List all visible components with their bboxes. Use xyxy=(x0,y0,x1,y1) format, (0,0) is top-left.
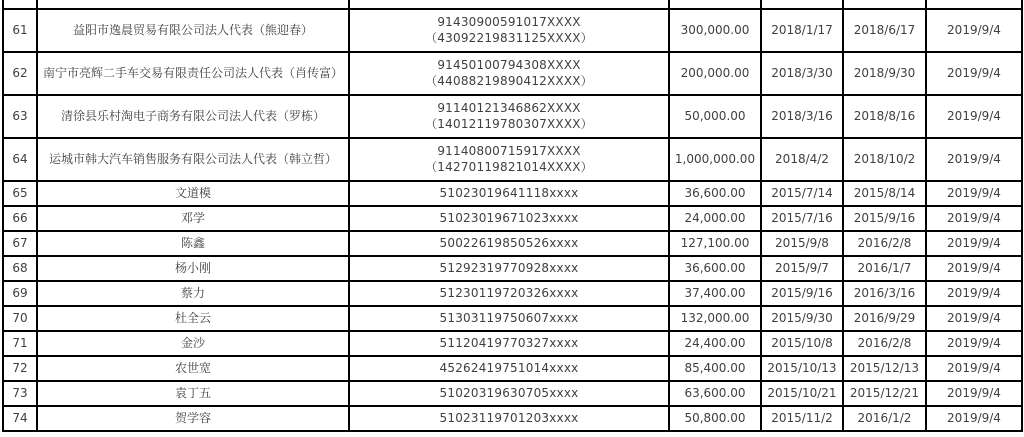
id-line-1: 45262419751014xxxx xyxy=(439,360,579,375)
cell-date-start: 2018/3/30 xyxy=(761,52,843,95)
cell-row-number: 61 xyxy=(3,9,37,52)
cell-date-due: 2018/8/16 xyxy=(843,95,926,138)
cell-debtor-name: 袁丁五 xyxy=(37,381,349,406)
id-line-1: 51023019641118xxxx xyxy=(439,185,579,200)
cell-date-due: 2015/12/13 xyxy=(843,356,926,381)
cell-debtor-name: 蔡力 xyxy=(37,281,349,306)
cell-debtor-name: 农世宽 xyxy=(37,356,349,381)
cell-debtor-name: 金沙 xyxy=(37,331,349,356)
cell-date-start: 2018/3/16 xyxy=(761,95,843,138)
cell-id-number xyxy=(349,9,669,52)
table-row xyxy=(3,95,1022,138)
table-row xyxy=(3,256,1022,281)
cell-date-announce: 2019/9/4 xyxy=(926,306,1022,331)
table-row xyxy=(3,406,1022,431)
cell-date-due: 2016/1/7 xyxy=(843,256,926,281)
cell-id-number xyxy=(349,52,669,95)
cell-amount: 85,400.00 xyxy=(669,356,761,381)
cell-date-due: 2018/10/2 xyxy=(843,138,926,181)
id-line-2: （14270119821014XXXX） xyxy=(425,159,593,174)
cell-date-start: 2015/10/8 xyxy=(761,331,843,356)
cell-date-announce: 2019/9/4 xyxy=(926,206,1022,231)
table-row xyxy=(3,381,1022,406)
cell-date-due: 2016/1/2 xyxy=(843,406,926,431)
cell-date-announce: 2019/9/4 xyxy=(926,281,1022,306)
debtor-table xyxy=(2,0,1023,432)
cell-date-due: 2015/8/14 xyxy=(843,181,926,206)
cell-date-start: 2015/7/14 xyxy=(761,181,843,206)
cell-id-number xyxy=(349,181,669,206)
id-line-1: 50022619850526xxxx xyxy=(439,235,579,250)
cell-debtor-name: 杜全云 xyxy=(37,306,349,331)
cell-date-due: 2016/2/8 xyxy=(843,331,926,356)
cell-date-start: 2015/10/21 xyxy=(761,381,843,406)
id-line-2: （43092219831125XXXX） xyxy=(425,30,593,45)
cell-date-due: 2015/9/16 xyxy=(843,206,926,231)
partial-cell xyxy=(761,0,843,9)
cell-amount: 127,100.00 xyxy=(669,231,761,256)
cell-date-announce: 2019/9/4 xyxy=(926,256,1022,281)
partial-cell xyxy=(926,0,1022,9)
cell-debtor-name: 清徐县乐村淘电子商务有限公司法人代表（罗栋） xyxy=(37,95,349,138)
cell-date-due: 2016/2/8 xyxy=(843,231,926,256)
id-line-1: 91450100794308XXXX xyxy=(437,57,581,72)
cell-amount: 37,400.00 xyxy=(669,281,761,306)
cell-amount: 50,000.00 xyxy=(669,95,761,138)
cell-row-number: 64 xyxy=(3,138,37,181)
partial-cell xyxy=(37,0,349,9)
table-row xyxy=(3,281,1022,306)
cell-date-announce: 2019/9/4 xyxy=(926,95,1022,138)
table-row xyxy=(3,138,1022,181)
table-row-partial xyxy=(3,0,1022,9)
cell-date-start: 2015/10/13 xyxy=(761,356,843,381)
id-line-1: 51292319770928xxxx xyxy=(439,260,579,275)
cell-id-number xyxy=(349,406,669,431)
table-row xyxy=(3,356,1022,381)
cell-debtor-name: 益阳市逸晨贸易有限公司法人代表（熊迎春） xyxy=(37,9,349,52)
table-row xyxy=(3,231,1022,256)
cell-date-due: 2018/6/17 xyxy=(843,9,926,52)
cell-date-due: 2016/9/29 xyxy=(843,306,926,331)
cell-debtor-name: 贺学容 xyxy=(37,406,349,431)
cell-date-announce: 2019/9/4 xyxy=(926,138,1022,181)
cell-amount: 63,600.00 xyxy=(669,381,761,406)
cell-row-number: 71 xyxy=(3,331,37,356)
cell-debtor-name: 运城市韩大汽车销售服务有限公司法人代表（韩立哲） xyxy=(37,138,349,181)
id-line-1: 51303119750607xxxx xyxy=(439,310,579,325)
cell-date-start: 2015/9/30 xyxy=(761,306,843,331)
cell-id-number xyxy=(349,306,669,331)
cell-amount: 300,000.00 xyxy=(669,9,761,52)
cell-id-number xyxy=(349,381,669,406)
partial-cell xyxy=(669,0,761,9)
cell-date-start: 2015/11/2 xyxy=(761,406,843,431)
cell-id-number xyxy=(349,138,669,181)
partial-cell xyxy=(349,0,669,9)
id-line-1: 91140121346862XXXX xyxy=(437,100,581,115)
table-row xyxy=(3,331,1022,356)
cell-amount: 36,600.00 xyxy=(669,181,761,206)
cell-date-announce: 2019/9/4 xyxy=(926,381,1022,406)
id-line-1: 51020319630705xxxx xyxy=(439,385,579,400)
cell-row-number: 67 xyxy=(3,231,37,256)
partial-cell xyxy=(843,0,926,9)
cell-date-start: 2015/9/16 xyxy=(761,281,843,306)
cell-date-announce: 2019/9/4 xyxy=(926,231,1022,256)
cell-date-announce: 2019/9/4 xyxy=(926,356,1022,381)
cell-amount: 200,000.00 xyxy=(669,52,761,95)
cell-debtor-name: 杨小刚 xyxy=(37,256,349,281)
cell-amount: 24,000.00 xyxy=(669,206,761,231)
cell-row-number: 69 xyxy=(3,281,37,306)
cell-date-due: 2016/3/16 xyxy=(843,281,926,306)
id-line-2: （14012119780307XXXX） xyxy=(425,116,593,131)
cell-id-number xyxy=(349,281,669,306)
cell-date-start: 2015/7/16 xyxy=(761,206,843,231)
cell-date-start: 2015/9/8 xyxy=(761,231,843,256)
id-line-1: 91140800715917XXXX xyxy=(437,143,581,158)
cell-debtor-name: 南宁市亮辉二手车交易有限责任公司法人代表（肖传富） xyxy=(37,52,349,95)
cell-row-number: 70 xyxy=(3,306,37,331)
cell-date-announce: 2019/9/4 xyxy=(926,331,1022,356)
cell-date-start: 2018/1/17 xyxy=(761,9,843,52)
cell-date-announce: 2019/9/4 xyxy=(926,9,1022,52)
cell-row-number: 65 xyxy=(3,181,37,206)
cell-date-start: 2018/4/2 xyxy=(761,138,843,181)
cell-amount: 24,400.00 xyxy=(669,331,761,356)
cell-row-number: 62 xyxy=(3,52,37,95)
cell-row-number: 66 xyxy=(3,206,37,231)
cell-amount: 50,800.00 xyxy=(669,406,761,431)
cell-amount: 1,000,000.00 xyxy=(669,138,761,181)
cell-date-announce: 2019/9/4 xyxy=(926,52,1022,95)
cell-date-start: 2015/9/7 xyxy=(761,256,843,281)
cell-debtor-name: 陈鑫 xyxy=(37,231,349,256)
cell-date-due: 2015/12/21 xyxy=(843,381,926,406)
id-line-1: 51023019671023xxxx xyxy=(439,210,579,225)
cell-id-number xyxy=(349,95,669,138)
table-row xyxy=(3,181,1022,206)
table-row xyxy=(3,52,1022,95)
cell-row-number: 74 xyxy=(3,406,37,431)
id-line-2: （44088219890412XXXX） xyxy=(425,73,593,88)
cell-amount: 36,600.00 xyxy=(669,256,761,281)
table-row xyxy=(3,9,1022,52)
cell-date-announce: 2019/9/4 xyxy=(926,406,1022,431)
cell-id-number xyxy=(349,206,669,231)
table-row xyxy=(3,206,1022,231)
cell-row-number: 72 xyxy=(3,356,37,381)
cell-date-due: 2018/9/30 xyxy=(843,52,926,95)
id-line-1: 91430900591017XXXX xyxy=(437,14,581,29)
cell-id-number xyxy=(349,256,669,281)
cell-date-announce: 2019/9/4 xyxy=(926,181,1022,206)
id-line-1: 51230119720326xxxx xyxy=(439,285,579,300)
cell-id-number xyxy=(349,356,669,381)
cell-row-number: 73 xyxy=(3,381,37,406)
cell-id-number xyxy=(349,231,669,256)
id-line-1: 51023119701203xxxx xyxy=(439,410,579,425)
cell-debtor-name: 邓学 xyxy=(37,206,349,231)
cell-row-number: 68 xyxy=(3,256,37,281)
id-line-1: 51120419770327xxxx xyxy=(439,335,579,350)
cell-amount: 132,000.00 xyxy=(669,306,761,331)
cell-debtor-name: 文道模 xyxy=(37,181,349,206)
partial-cell xyxy=(3,0,37,9)
table-row xyxy=(3,306,1022,331)
cell-row-number: 63 xyxy=(3,95,37,138)
cell-id-number xyxy=(349,331,669,356)
